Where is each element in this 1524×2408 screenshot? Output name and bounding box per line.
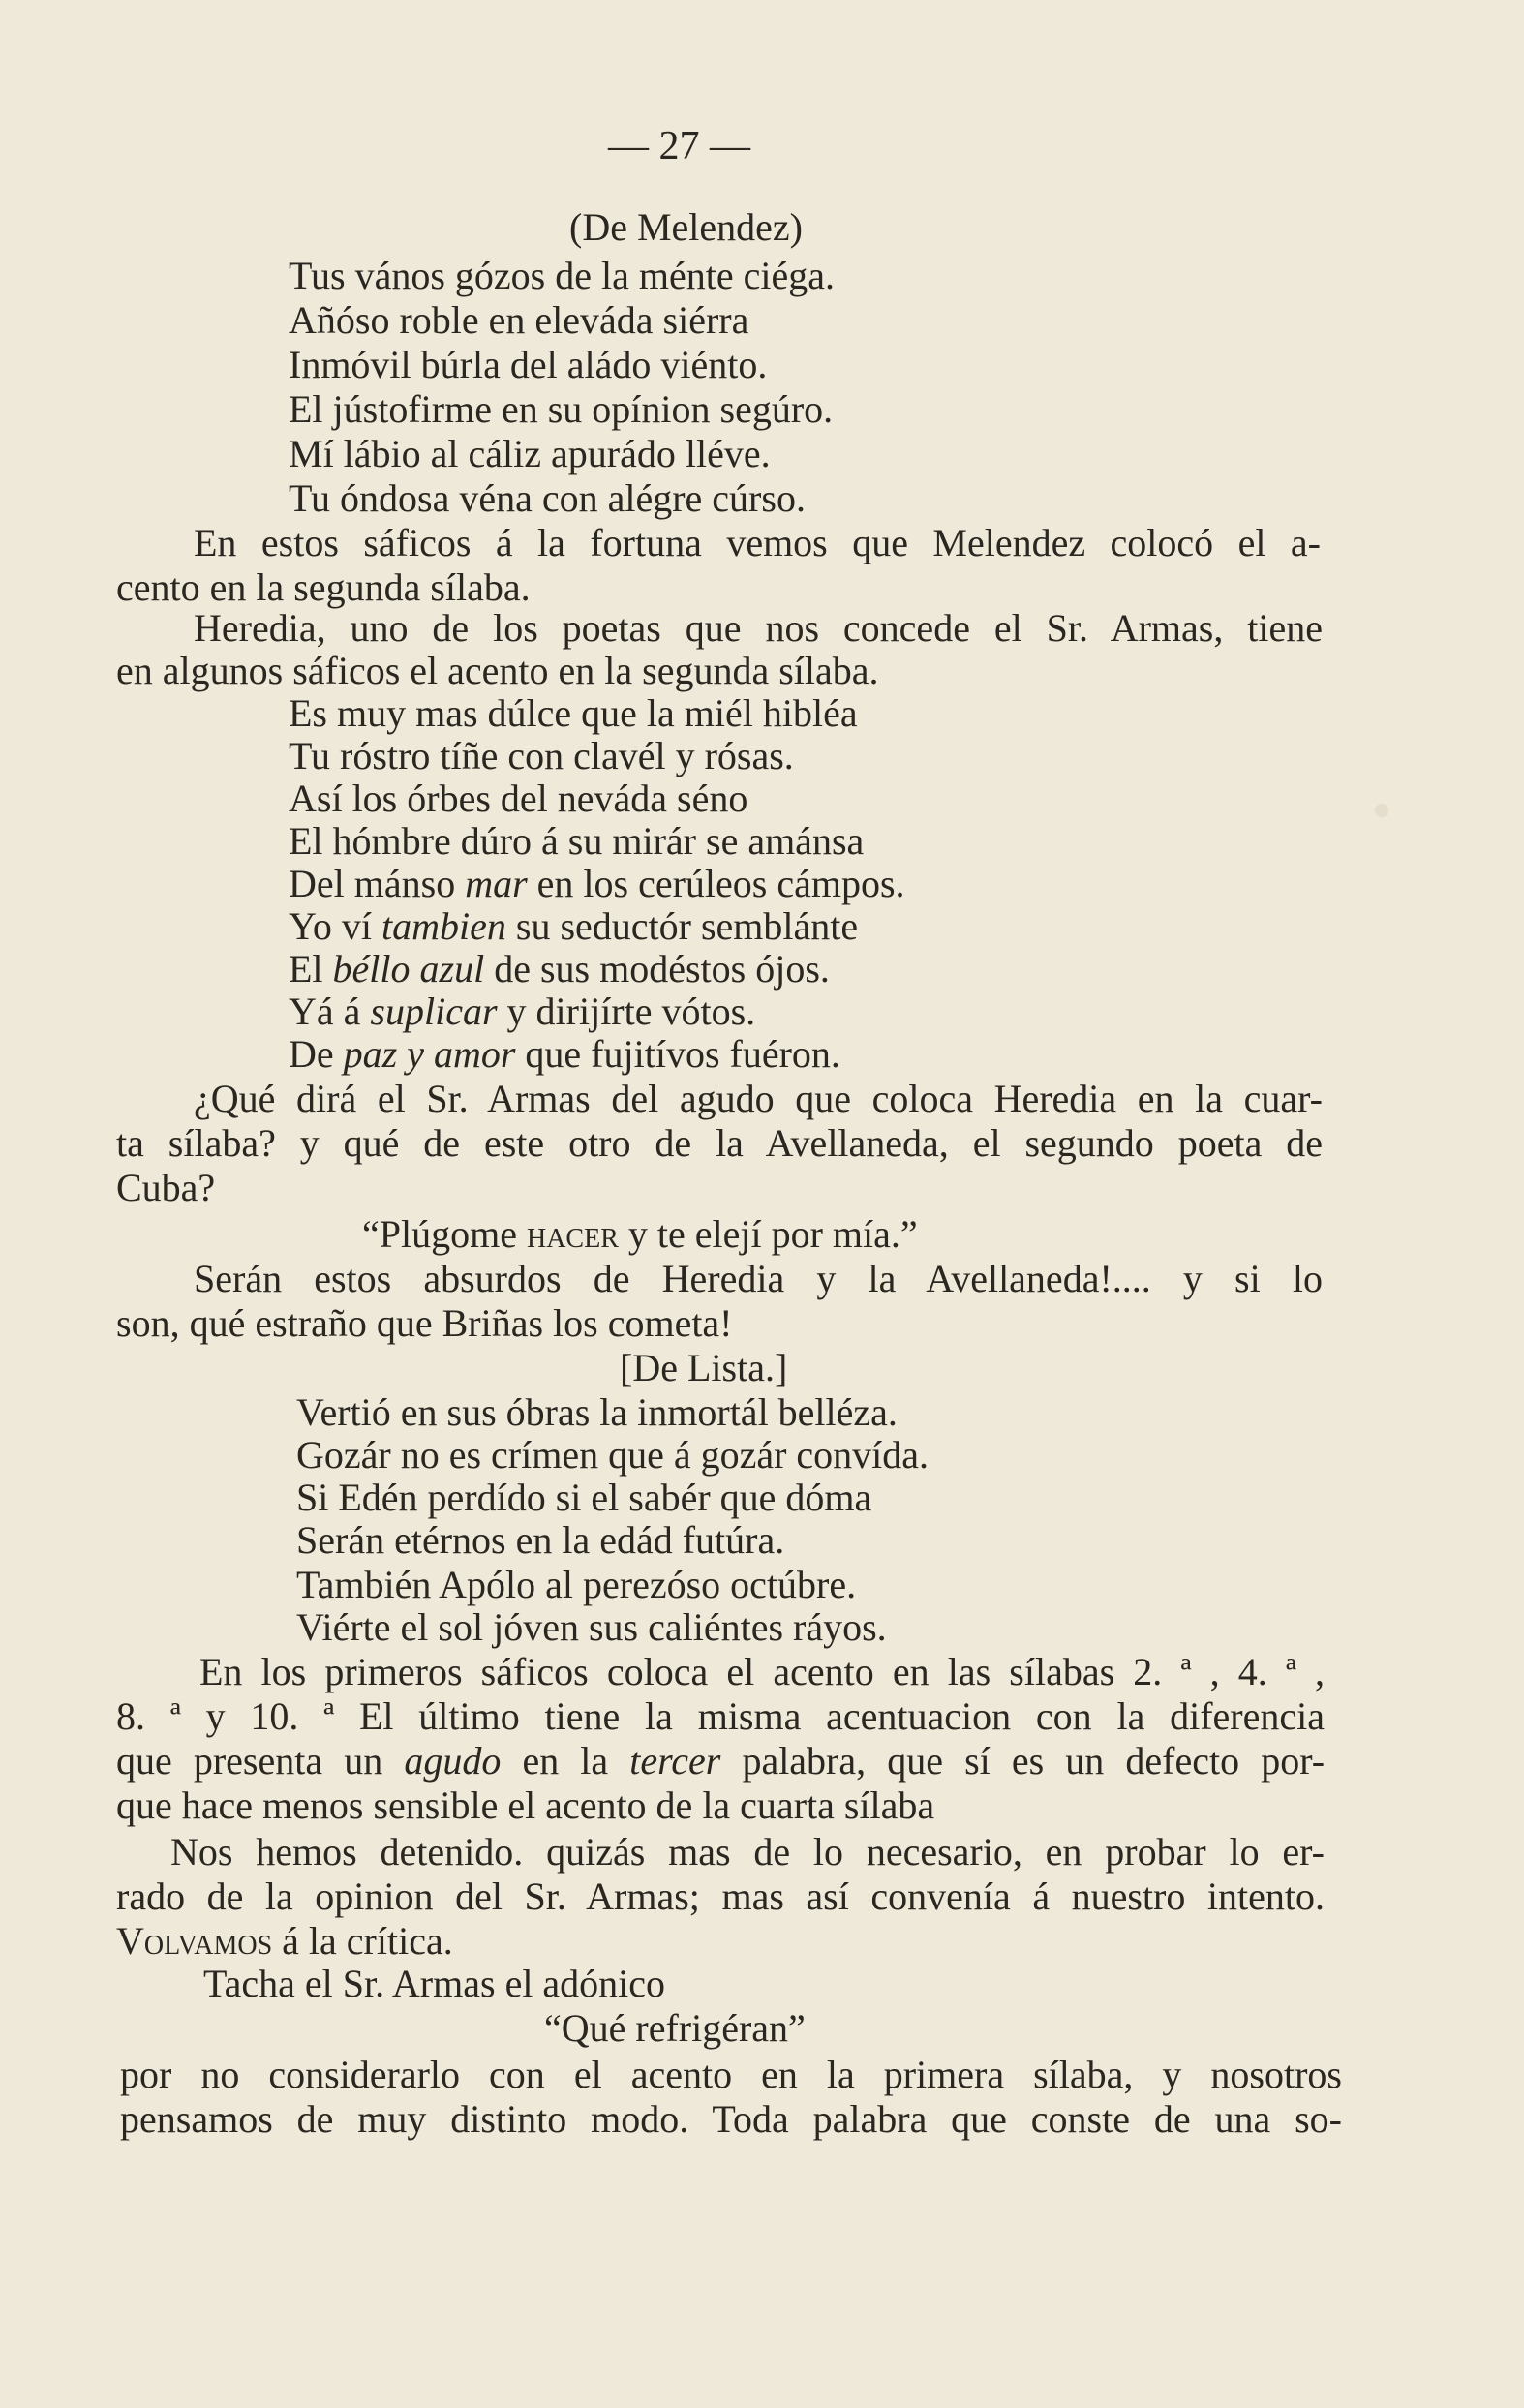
prose-line: en algunos sáficos el acento en la segunda sílaba. bbox=[116, 649, 879, 692]
text: su seductór semblánte bbox=[515, 904, 859, 948]
verse-line: Tu óndosa véna con alégre cúrso. bbox=[289, 476, 806, 520]
prose-line: pensamos de muy distinto modo. Toda palabra que conste de una so- bbox=[120, 2097, 1342, 2141]
verse-line bbox=[289, 862, 905, 906]
verse-line: Serán etérnos en la edád futúra. bbox=[296, 1518, 785, 1562]
prose-line: Tacha el Sr. Armas el adónico bbox=[203, 1962, 666, 2005]
text: de sus modéstos ójos. bbox=[494, 947, 830, 991]
prose-line: son, qué estraño que Briñas los cometa! bbox=[116, 1301, 733, 1345]
text: y te elejí por mía.” bbox=[627, 1212, 918, 1256]
italic-word: agudo bbox=[404, 1739, 502, 1783]
verse-line: Mí lábio al cáliz apurádo lléve. bbox=[289, 432, 771, 475]
italic-word: paz y amor bbox=[343, 1032, 516, 1076]
prose-line: rado de la opinion del Sr. Armas; mas así convenía á nuestro intento. bbox=[116, 1875, 1325, 1918]
italic-word: tercer bbox=[629, 1739, 721, 1783]
prose-line: que hace menos sensible el acento de la cuarta sílaba bbox=[116, 1783, 935, 1827]
prose-line: ta sílaba? y qué de este otro de la Avellaneda, el segundo poeta de bbox=[116, 1121, 1323, 1165]
text: Yá á bbox=[289, 990, 361, 1033]
text: en los cerúleos cámpos. bbox=[536, 862, 905, 905]
quote-line bbox=[362, 1212, 918, 1257]
quote-line: “Qué refrigéran” bbox=[544, 2006, 806, 2050]
text: De bbox=[289, 1032, 334, 1076]
verse-line: El jústofirme en su opínion segúro. bbox=[289, 387, 834, 431]
text: á la crítica. bbox=[282, 1919, 453, 1963]
text: que presenta un bbox=[116, 1739, 383, 1783]
verse-line: También Apólo al perezóso octúbre. bbox=[296, 1563, 857, 1606]
text: palabra, que sí es un defecto por- bbox=[742, 1739, 1326, 1783]
prose-line: Cuba? bbox=[116, 1166, 216, 1209]
verse-line bbox=[289, 1032, 840, 1077]
italic-word: suplicar bbox=[370, 990, 498, 1033]
text: Del mánso bbox=[289, 862, 456, 905]
prose-line: Nos hemos detenido. quizás mas de lo necesario, en probar lo er- bbox=[170, 1830, 1325, 1874]
prose-line: 8. ª y 10. ª El último tiene la misma acentuacion con la diferencia bbox=[116, 1694, 1325, 1738]
verse-line bbox=[289, 904, 858, 949]
text: que fujitívos fuéron. bbox=[525, 1032, 840, 1076]
text: en la bbox=[522, 1739, 609, 1783]
attribution-melendez: (De Melendez) bbox=[569, 205, 803, 249]
verse-line bbox=[289, 990, 755, 1034]
prose-line bbox=[116, 1919, 453, 1964]
verse-line: Vertió en sus óbras la inmortál belléza. bbox=[296, 1390, 898, 1434]
prose-line: En estos sáficos á la fortuna vemos que Melendez colocó el a- bbox=[194, 521, 1321, 564]
italic-word: tambien bbox=[381, 904, 506, 948]
small-caps-word: Volvamos bbox=[116, 1919, 273, 1963]
verse-line bbox=[289, 947, 830, 991]
verse-line: Viérte el sol jóven sus caliéntes ráyos. bbox=[296, 1605, 887, 1649]
prose-line: Heredia, uno de los poetas que nos concede el Sr. Armas, tiene bbox=[194, 606, 1323, 650]
prose-line: Serán estos absurdos de Heredia y la Avellaneda!.... y si lo bbox=[194, 1257, 1323, 1300]
verse-line: Añóso roble en eleváda siérra bbox=[289, 298, 749, 342]
verse-line: Gozár no es crímen que á gozár convída. bbox=[296, 1433, 930, 1477]
verse-line: El hómbre dúro á su mirár se amánsa bbox=[289, 819, 865, 863]
verse-line: Así los órbes del neváda séno bbox=[289, 777, 748, 820]
italic-word: mar bbox=[465, 862, 528, 905]
page-number: — 27 — bbox=[608, 124, 750, 168]
italic-word: béllo azul bbox=[332, 947, 485, 991]
prose-line bbox=[116, 1739, 1325, 1783]
text: “Plúgome bbox=[362, 1212, 517, 1256]
verse-line: Inmóvil búrla del aládo viénto. bbox=[289, 343, 768, 386]
verse-line: Tus vános gózos de la ménte ciéga. bbox=[289, 254, 835, 297]
verse-line: Tu róstro tíñe con clavél y rósas. bbox=[289, 734, 794, 777]
text: El bbox=[289, 947, 323, 991]
prose-line: por no considerarlo con el acento en la primera sílaba, y nosotros bbox=[120, 2053, 1342, 2096]
text: y dirijírte vótos. bbox=[506, 990, 756, 1033]
attribution-lista: [De Lista.] bbox=[620, 1346, 788, 1389]
verse-line: Si Edén perdído si el sabér que dóma bbox=[296, 1476, 872, 1519]
prose-line: En los primeros sáficos coloca el acento en las sílabas 2. ª , 4. ª , bbox=[199, 1650, 1325, 1693]
text: Yo ví bbox=[289, 904, 372, 948]
small-caps-word: hacer bbox=[526, 1212, 619, 1256]
ink-spot bbox=[1375, 804, 1388, 817]
prose-line: cento en la segunda sílaba. bbox=[116, 565, 531, 609]
verse-line: Es muy mas dúlce que la miél hibléa bbox=[289, 691, 858, 735]
prose-line: ¿Qué dirá el Sr. Armas del agudo que coloca Heredia en la cuar- bbox=[194, 1077, 1323, 1120]
